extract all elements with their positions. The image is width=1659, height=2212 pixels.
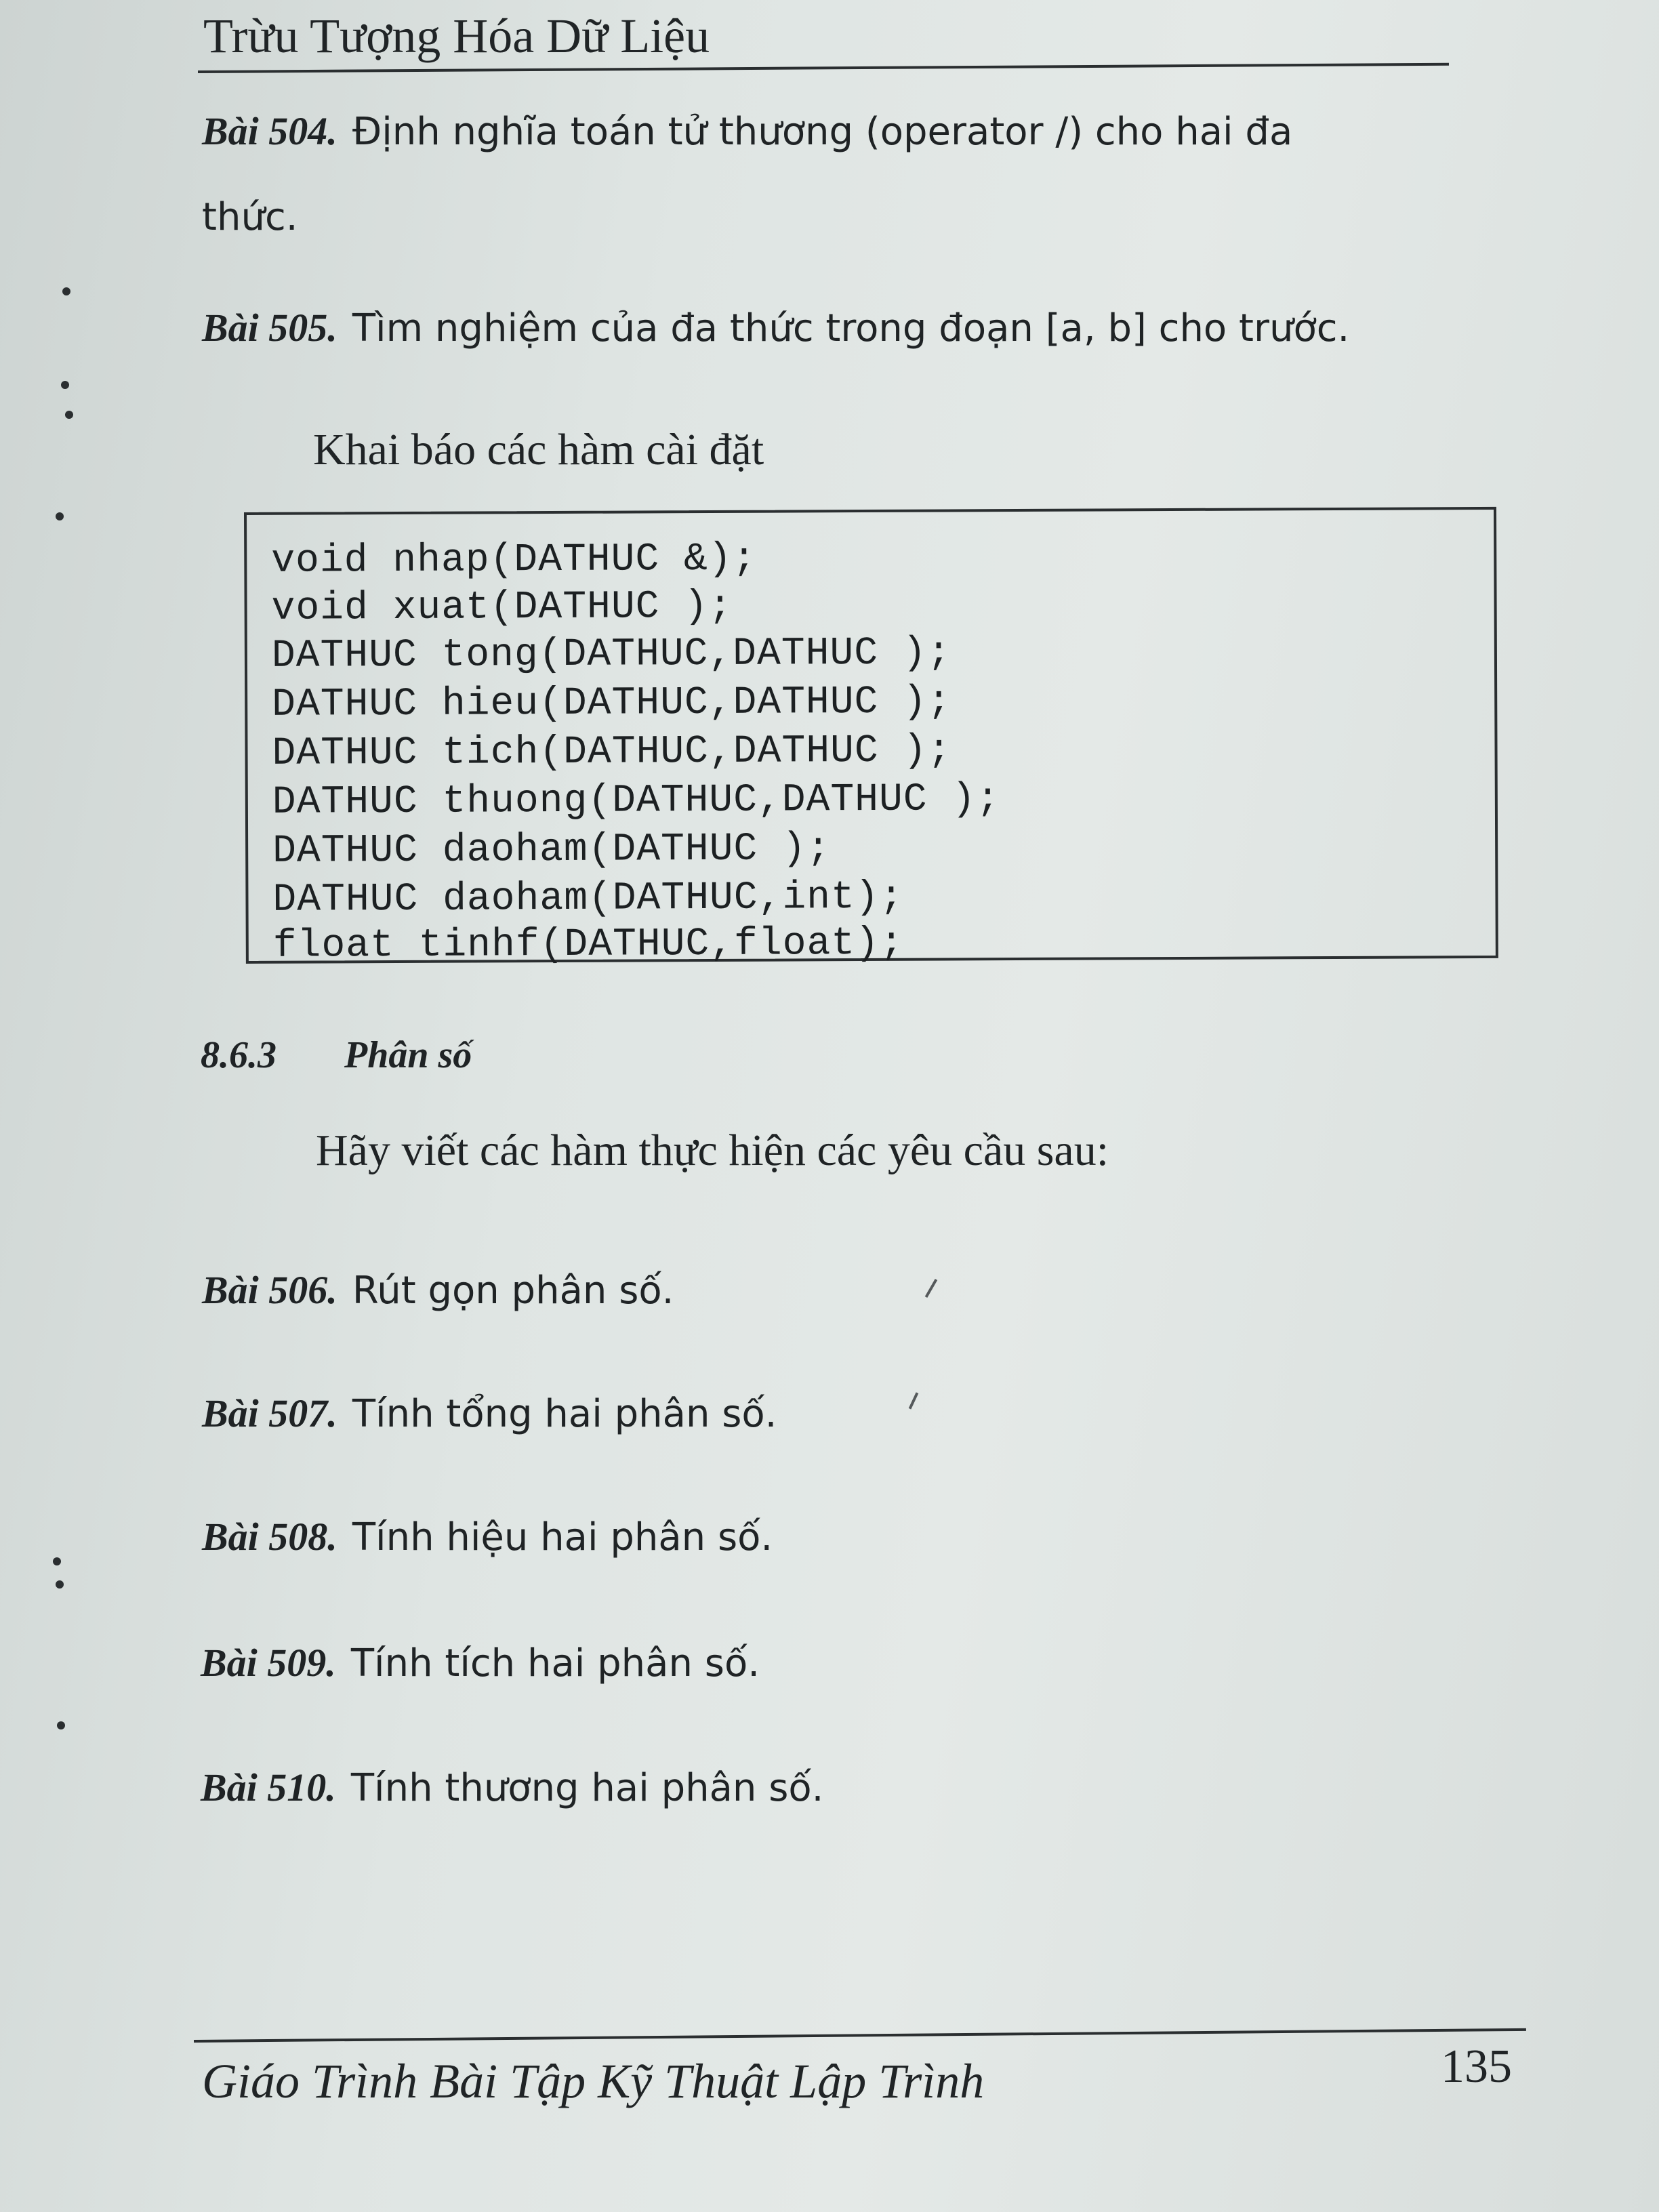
exercise-505 [202, 305, 1349, 350]
exercise-506 [202, 1267, 674, 1313]
pencil-mark [925, 1279, 937, 1298]
exercise-number: Bài 506. [202, 1268, 337, 1312]
code-line: float tinhf(DATHUC,float); [272, 921, 904, 968]
margin-speck [56, 1580, 64, 1589]
exercise-507 [202, 1391, 777, 1436]
section-heading [201, 1033, 472, 1077]
code-line: DATHUC daoham(DATHUC ); [272, 827, 831, 874]
section-number: 8.6.3 [201, 1034, 276, 1076]
margin-speck [65, 411, 73, 419]
section-intro: Hãy viết các hàm thực hiện các yêu cầu sau: [316, 1126, 1109, 1175]
code-line: DATHUC tong(DATHUC,DATHUC ); [271, 631, 951, 678]
margin-speck [56, 512, 64, 520]
exercise-number: Bài 504. [202, 109, 337, 153]
footer-title: Giáo Trình Bài Tập Kỹ Thuật Lập Trình [202, 2054, 985, 2108]
exercise-text: Tính hiệu hai phân số. [352, 1515, 773, 1559]
exercise-509 [201, 1640, 760, 1685]
exercise-504-continuation: thức. [202, 195, 298, 239]
exercise-number: Bài 510. [201, 1765, 336, 1809]
exercise-number: Bài 507. [202, 1391, 337, 1435]
declare-intro: Khai báo các hàm cài đặt [313, 425, 764, 474]
code-line: DATHUC daoham(DATHUC,int); [272, 875, 904, 922]
exercise-508 [202, 1514, 773, 1559]
exercise-510 [201, 1765, 823, 1810]
margin-speck [62, 287, 70, 295]
exercise-text: Định nghĩa toán tử thương (operator /) cho hai đa [352, 110, 1293, 154]
code-block [244, 507, 1498, 968]
code-line: DATHUC hieu(DATHUC,DATHUC ); [272, 680, 951, 727]
margin-speck [53, 1557, 61, 1565]
exercise-text: Tính tổng hai phân số. [352, 1392, 777, 1436]
exercise-text: Tính tích hai phân số. [350, 1641, 760, 1685]
section-title: Phân số [344, 1034, 472, 1076]
exercise-text: Tìm nghiệm của đa thức trong đoạn [a, b] cho trước. [352, 306, 1350, 350]
code-line: DATHUC thuong(DATHUC,DATHUC ); [272, 777, 1001, 825]
page-number: 135 [1441, 2041, 1512, 2093]
page-header-title: Trừu Tượng Hóa Dữ Liệu [203, 9, 710, 63]
exercise-504 [202, 108, 1292, 154]
code-line: DATHUC tich(DATHUC,DATHUC ); [272, 729, 952, 776]
margin-speck [61, 381, 69, 389]
code-line: void nhap(DATHUC &); [271, 537, 757, 583]
exercise-number: Bài 505. [202, 306, 337, 350]
pencil-mark [909, 1392, 919, 1409]
footer-rule [194, 2028, 1526, 2043]
exercise-number: Bài 509. [201, 1641, 336, 1685]
code-line: void xuat(DATHUC ); [271, 584, 733, 631]
margin-speck [57, 1721, 65, 1729]
exercise-number: Bài 508. [202, 1515, 337, 1559]
exercise-text: Tính thương hai phân số. [350, 1766, 824, 1810]
exercise-text: Rút gọn phân số. [352, 1269, 674, 1313]
header-rule [198, 63, 1449, 73]
